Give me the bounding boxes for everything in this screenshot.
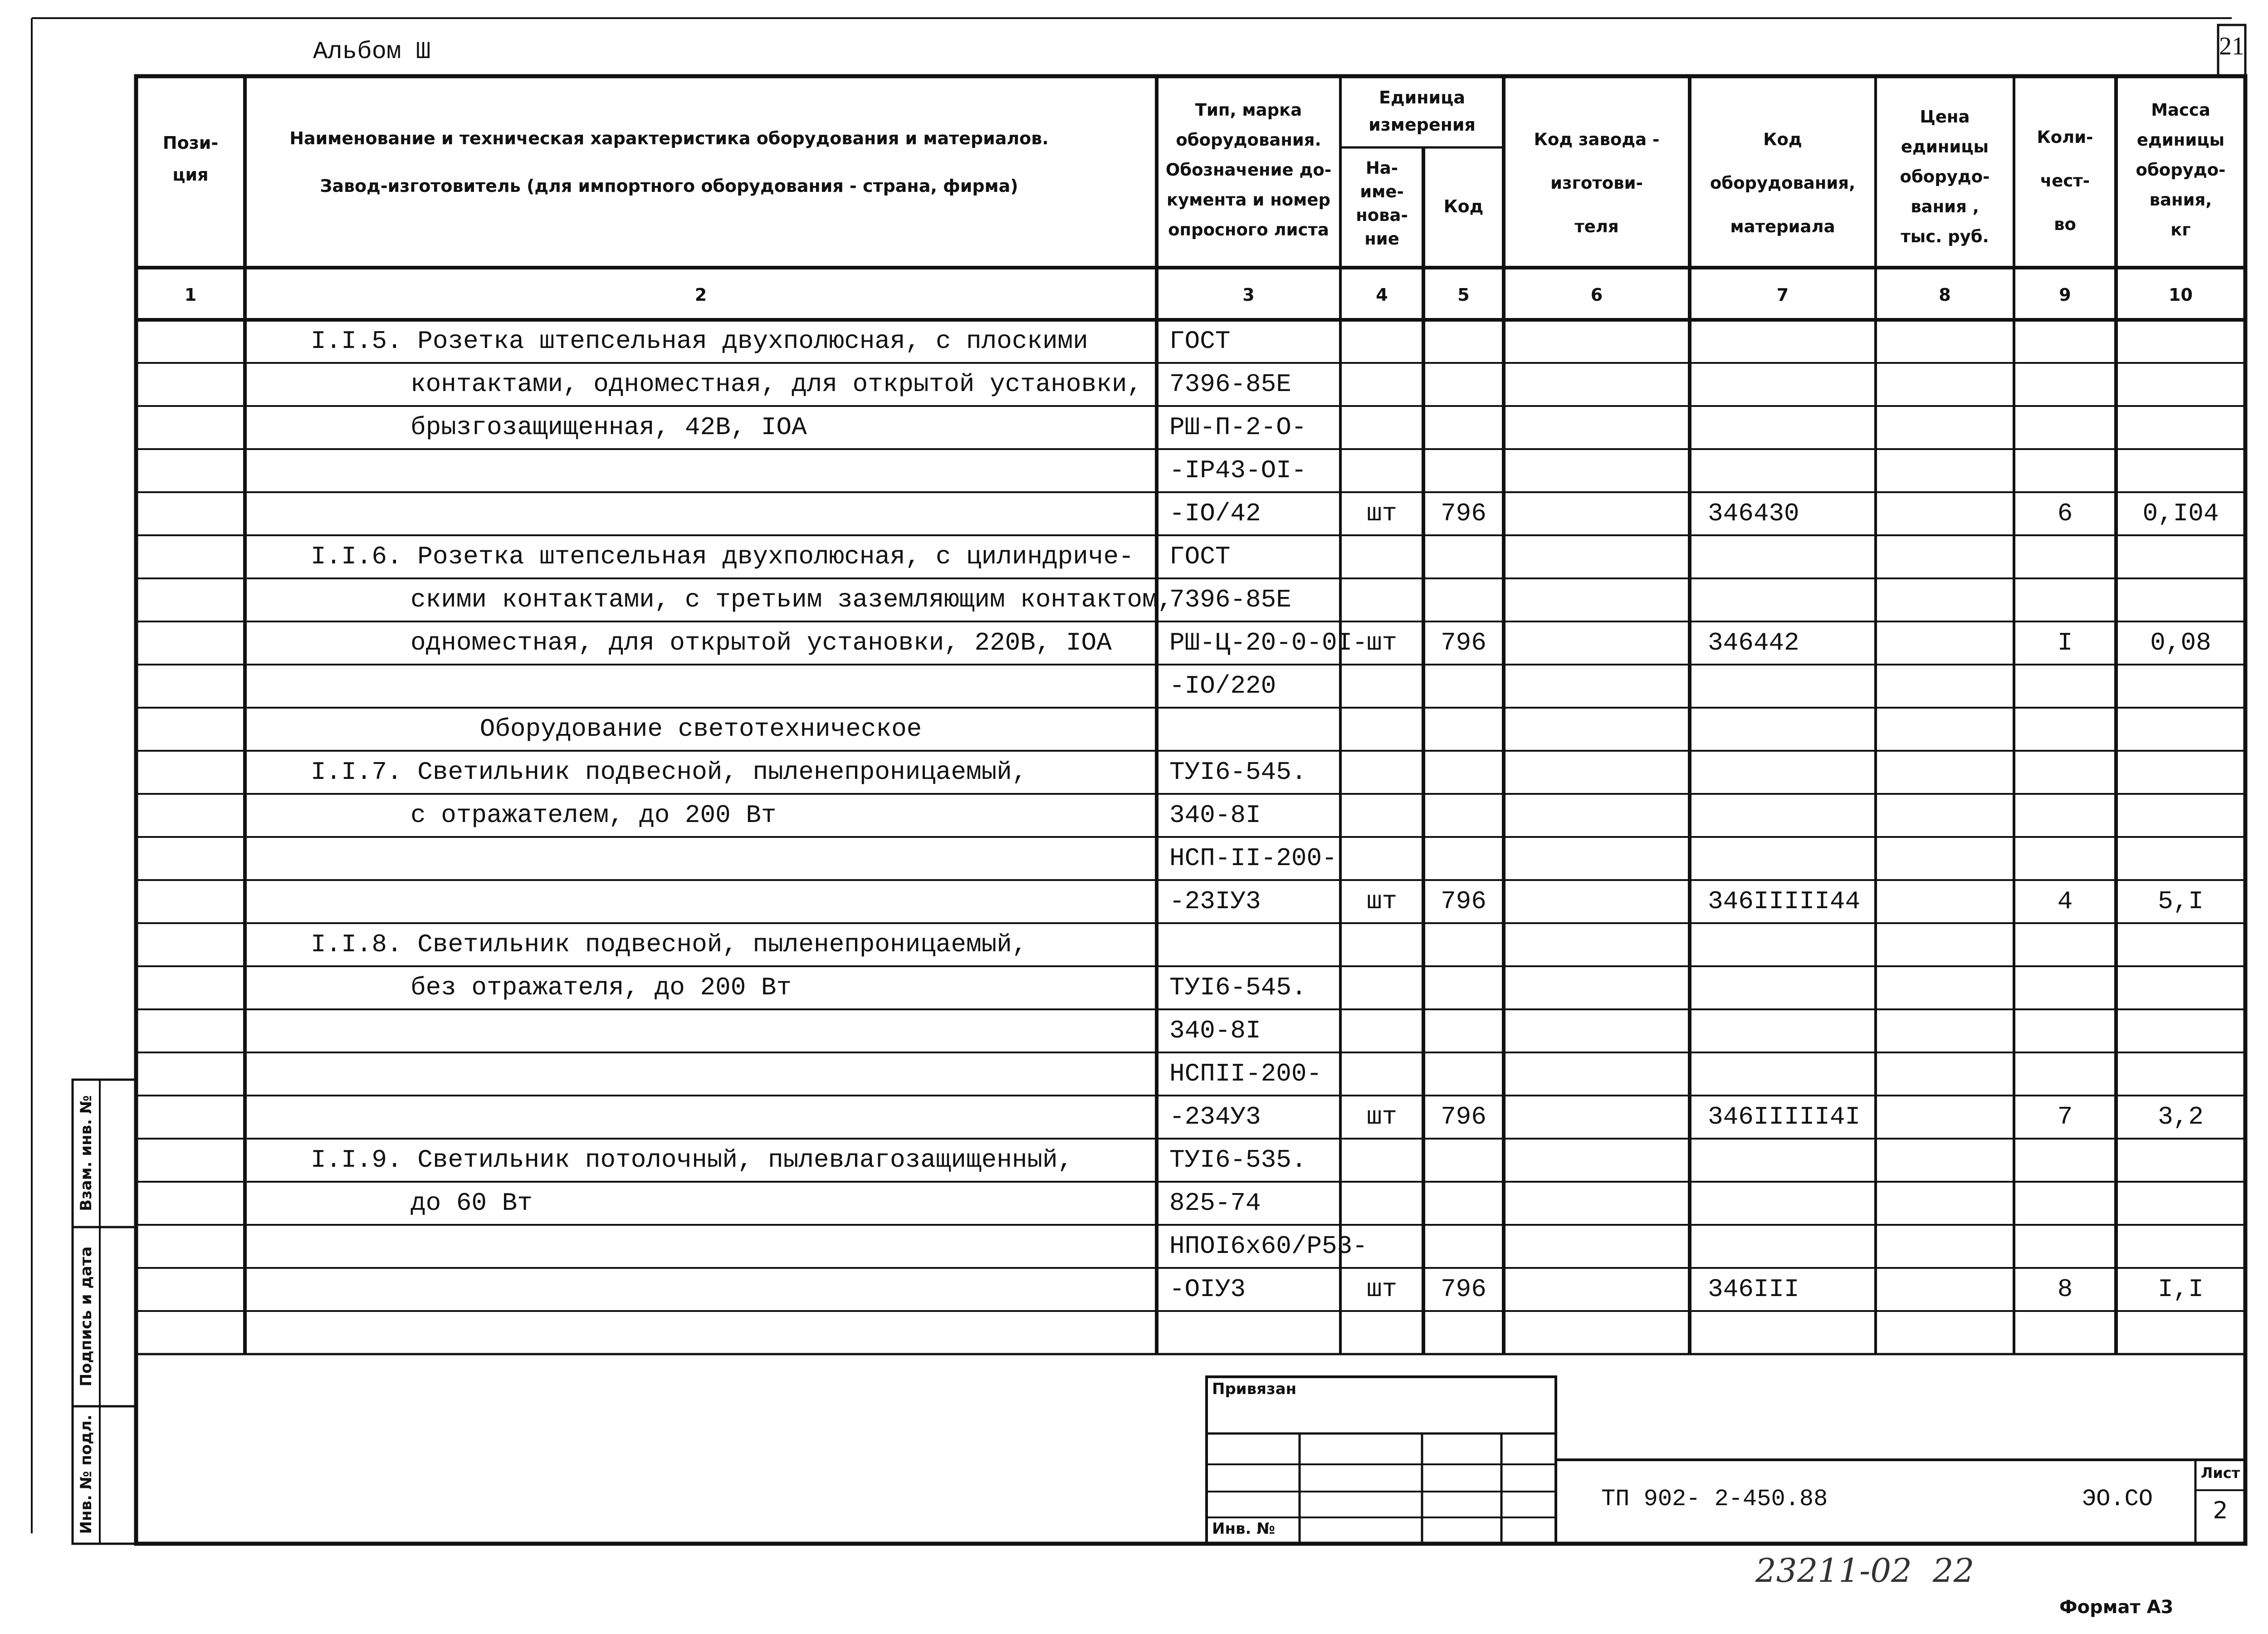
- cell-equip-code: 346442: [1708, 628, 1799, 657]
- header-col5: Код: [1443, 196, 1484, 216]
- cell-name: I.I.8. Светильник подвесной, пыленепроницаемый,: [311, 930, 1027, 959]
- cell-qty: [2014, 966, 2116, 1009]
- cell-unit: [1340, 320, 1423, 363]
- cell-unit-code: 796: [1441, 887, 1486, 916]
- cell-qty: [2014, 406, 2116, 449]
- cell-type: -23IУ3: [1169, 887, 1261, 916]
- cell-factory: [1504, 794, 1690, 837]
- cell-qty: [2014, 751, 2116, 794]
- cell-pos: [136, 406, 245, 449]
- cell-equip-code: [1708, 320, 1876, 363]
- cell-type: [1169, 923, 1340, 966]
- cell-type: -IО/42: [1169, 499, 1261, 528]
- cell-qty: [2014, 1182, 2116, 1225]
- cell-price: [1876, 535, 2014, 578]
- cell-qty: 6: [2057, 499, 2073, 528]
- cell-pos: [136, 320, 245, 363]
- cell-unit: [1340, 578, 1423, 621]
- cell-equip-code: [1708, 966, 1876, 1009]
- cell-price: [1876, 923, 2014, 966]
- cell-equip-code: [1708, 1182, 1876, 1225]
- cell-unit: [1340, 1225, 1423, 1268]
- cell-equip-code: [1708, 1311, 1876, 1354]
- stamp-podpis-data: Подпись и дата: [77, 1246, 95, 1387]
- cell-unit: [1340, 708, 1423, 751]
- cell-equip-code: [1708, 708, 1876, 751]
- cell-mass: [2116, 406, 2245, 449]
- cell-equip-code: [1708, 406, 1876, 449]
- header-col7: Код оборудования, материала: [1710, 130, 1856, 236]
- cell-factory: [1504, 492, 1690, 535]
- cell-unit-code: [1423, 1139, 1504, 1182]
- cell-unit-code: [1423, 320, 1504, 363]
- cell-unit: [1340, 406, 1423, 449]
- cell-price: [1876, 1268, 2014, 1311]
- header-col1: Пози- ция: [162, 133, 219, 185]
- cell-type: [1169, 1311, 1340, 1354]
- cell-type: НСПII-200-: [1169, 1059, 1322, 1088]
- cell-type: -234У3: [1169, 1102, 1261, 1131]
- inv-no-label: Инв. №: [1212, 1520, 1276, 1538]
- cell-qty: [2014, 449, 2116, 492]
- cell-pos: [136, 1225, 245, 1268]
- cell-price: [1876, 449, 2014, 492]
- cell-type: РШ-П-2-О-: [1169, 413, 1307, 442]
- cell-qty: [2014, 923, 2116, 966]
- cell-factory: [1504, 449, 1690, 492]
- cell-name: [411, 449, 1157, 492]
- cell-type: -ОIУ3: [1169, 1275, 1246, 1304]
- format-label: Формат А3: [2059, 1597, 2174, 1618]
- cell-pos: [136, 363, 245, 406]
- cell-price: [1876, 621, 2014, 665]
- col-number-2: 2: [694, 285, 707, 305]
- cell-unit-code: [1423, 923, 1504, 966]
- cell-type: 825-74: [1169, 1189, 1261, 1218]
- cell-equip-code: [1708, 449, 1876, 492]
- cell-qty: [2014, 578, 2116, 621]
- cell-unit: [1340, 1182, 1423, 1225]
- cell-unit: шт: [1366, 887, 1398, 916]
- cell-unit: шт: [1366, 1275, 1398, 1304]
- cell-name: одноместная, для открытой установки, 220В, IОА: [411, 628, 1112, 657]
- cell-factory: [1504, 837, 1690, 880]
- cell-price: [1876, 578, 2014, 621]
- cell-qty: [2014, 1225, 2116, 1268]
- cell-pos: [136, 1096, 245, 1139]
- stamp-vzam-inv: Взам. инв. №: [77, 1095, 95, 1211]
- cell-factory: [1504, 923, 1690, 966]
- cell-price: [1876, 794, 2014, 837]
- cell-equip-code: 346IIIII4I: [1708, 1102, 1861, 1131]
- cell-mass: [2116, 1182, 2245, 1225]
- cell-mass: [2116, 708, 2245, 751]
- cell-mass: [2116, 923, 2245, 966]
- cell-mass: [2116, 837, 2245, 880]
- cell-price: [1876, 665, 2014, 708]
- cell-unit: [1340, 1311, 1423, 1354]
- cell-mass: [2116, 1311, 2245, 1354]
- cell-pos: [136, 492, 245, 535]
- header-col2-line1: Наименование и техническая характеристика оборудования и материалов.: [289, 128, 1049, 148]
- cell-unit-code: 796: [1441, 1102, 1486, 1131]
- cell-price: [1876, 1052, 2014, 1096]
- cell-factory: [1504, 406, 1690, 449]
- cell-name: [411, 665, 1157, 708]
- cell-unit-code: [1423, 1009, 1504, 1052]
- cell-price: [1876, 837, 2014, 880]
- header-col45-group: Единица измерения: [1369, 88, 1476, 135]
- cell-qty: [2014, 1009, 2116, 1052]
- stamp-inv-podl: Инв. № подл.: [77, 1414, 95, 1534]
- cell-name: I.I.6. Розетка штепсельная двухполюсная, с цилиндриче-: [311, 542, 1134, 571]
- cell-type: 7396-85Е: [1169, 370, 1291, 399]
- cell-mass: 0,08: [2150, 628, 2211, 657]
- cell-equip-code: [1708, 1009, 1876, 1052]
- cell-mass: [2116, 751, 2245, 794]
- cell-unit: шт: [1366, 628, 1398, 657]
- cell-equip-code: [1708, 1139, 1876, 1182]
- cell-mass: [2116, 665, 2245, 708]
- cell-mass: [2116, 449, 2245, 492]
- cell-pos: [136, 1311, 245, 1354]
- cell-type: ТУI6-545.: [1169, 973, 1307, 1002]
- cell-unit: [1340, 751, 1423, 794]
- cell-factory: [1504, 665, 1690, 708]
- cell-factory: [1504, 578, 1690, 621]
- cell-name: [411, 837, 1157, 880]
- cell-name: Оборудование светотехническое: [479, 714, 922, 744]
- cell-factory: [1504, 751, 1690, 794]
- cell-unit-code: [1423, 449, 1504, 492]
- cell-price: [1876, 1096, 2014, 1139]
- cell-factory: [1504, 1268, 1690, 1311]
- col-number-8: 8: [1939, 285, 1951, 305]
- cell-name: без отражателя, до 200 Вт: [411, 973, 792, 1002]
- cell-pos: [136, 923, 245, 966]
- cell-mass: 3,2: [2158, 1102, 2204, 1131]
- cell-price: [1876, 406, 2014, 449]
- cell-equip-code: [1708, 751, 1876, 794]
- header-col2-line2: Завод-изготовитель (для импортного оборудования - страна, фирма): [320, 176, 1018, 196]
- cell-mass: [2116, 1139, 2245, 1182]
- cell-price: [1876, 1311, 2014, 1354]
- cell-equip-code: 346IIIII44: [1708, 887, 1861, 916]
- cell-unit-code: [1423, 665, 1504, 708]
- cell-mass: 0,I04: [2142, 499, 2219, 528]
- cell-factory: [1504, 1311, 1690, 1354]
- sheet-number: 2: [2213, 1497, 2228, 1524]
- cell-type: ГОСТ: [1169, 327, 1231, 356]
- cell-factory: [1504, 1009, 1690, 1052]
- cell-equip-code: [1708, 363, 1876, 406]
- cell-factory: [1504, 708, 1690, 751]
- doc-code: ТП 902- 2-450.88: [1601, 1486, 1828, 1512]
- cell-type: -IО/220: [1169, 671, 1276, 700]
- cell-factory: [1504, 1182, 1690, 1225]
- cell-qty: 4: [2057, 887, 2073, 916]
- cell-qty: [2014, 535, 2116, 578]
- cell-name: [411, 492, 1157, 535]
- cell-factory: [1504, 1096, 1690, 1139]
- cell-mass: [2116, 794, 2245, 837]
- cell-mass: [2116, 578, 2245, 621]
- cell-mass: [2116, 535, 2245, 578]
- cell-mass: [2116, 320, 2245, 363]
- cell-unit: [1340, 665, 1423, 708]
- cell-mass: [2116, 1052, 2245, 1096]
- cell-pos: [136, 1009, 245, 1052]
- section-code: ЭО.СО: [2082, 1486, 2153, 1512]
- cell-type: ГОСТ: [1169, 542, 1231, 571]
- cell-price: [1876, 751, 2014, 794]
- cell-price: [1876, 1225, 2014, 1268]
- cell-qty: [2014, 1052, 2116, 1096]
- cell-qty: [2014, 363, 2116, 406]
- cell-type: 7396-85Е: [1169, 585, 1291, 614]
- header-col4: На- име- нова- ние: [1356, 158, 1408, 249]
- privyazan-label: Привязан: [1212, 1380, 1297, 1398]
- cell-unit-code: 796: [1441, 628, 1486, 657]
- col-number-1: 1: [184, 285, 197, 305]
- cell-equip-code: 346430: [1708, 499, 1799, 528]
- cell-type: НПОI6х60/Р53-: [1169, 1232, 1368, 1261]
- cell-unit: [1340, 966, 1423, 1009]
- cell-equip-code: [1708, 535, 1876, 578]
- cell-factory: [1504, 1052, 1690, 1096]
- cell-unit: [1340, 794, 1423, 837]
- cell-pos: [136, 966, 245, 1009]
- cell-name: I.I.9. Светильник потолочный, пылевлагозащищенный,: [311, 1145, 1073, 1174]
- cell-pos: [136, 708, 245, 751]
- header-col9: Коли- чест- во: [2037, 127, 2093, 234]
- cell-name: [411, 1096, 1157, 1139]
- cell-price: [1876, 320, 2014, 363]
- album-label: Альбом Ш: [313, 38, 431, 66]
- cell-qty: [2014, 794, 2116, 837]
- cell-type: 340-8I: [1169, 1016, 1261, 1045]
- cell-price: [1876, 966, 2014, 1009]
- cell-equip-code: [1708, 578, 1876, 621]
- cell-unit: [1340, 1009, 1423, 1052]
- cell-unit: [1340, 535, 1423, 578]
- cell-pos: [136, 751, 245, 794]
- cell-pos: [136, 1268, 245, 1311]
- cell-factory: [1504, 966, 1690, 1009]
- cell-unit-code: [1423, 363, 1504, 406]
- cell-unit: шт: [1366, 1102, 1398, 1131]
- cell-equip-code: 346III: [1708, 1275, 1799, 1304]
- cell-price: [1876, 363, 2014, 406]
- cell-pos: [136, 449, 245, 492]
- cell-qty: [2014, 837, 2116, 880]
- cell-unit-code: [1423, 966, 1504, 1009]
- cell-pos: [136, 665, 245, 708]
- cell-pos: [136, 1182, 245, 1225]
- cell-qty: [2014, 665, 2116, 708]
- cell-mass: [2116, 966, 2245, 1009]
- cell-pos: [136, 880, 245, 923]
- cell-factory: [1504, 363, 1690, 406]
- cell-price: [1876, 1139, 2014, 1182]
- cell-unit-code: [1423, 406, 1504, 449]
- cell-name: I.I.7. Светильник подвесной, пыленепроницаемый,: [311, 758, 1027, 787]
- cell-name: контактами, одноместная, для открытой установки,: [411, 370, 1143, 399]
- cell-price: [1876, 880, 2014, 923]
- cell-name: [411, 880, 1157, 923]
- cell-factory: [1504, 1139, 1690, 1182]
- cell-unit-code: 796: [1441, 499, 1486, 528]
- cell-qty: 8: [2057, 1275, 2073, 1304]
- cell-name: [411, 1268, 1157, 1311]
- cell-type: [1169, 708, 1340, 751]
- cell-unit: шт: [1366, 499, 1398, 528]
- cell-unit: [1340, 1052, 1423, 1096]
- cell-equip-code: [1708, 665, 1876, 708]
- header-col8: Цена единицы оборудо- вания , тыс. руб.: [1900, 107, 1990, 246]
- cell-factory: [1504, 880, 1690, 923]
- col-number-6: 6: [1590, 285, 1603, 305]
- cell-unit-code: [1423, 1182, 1504, 1225]
- cell-price: [1876, 492, 2014, 535]
- cell-mass: 5,I: [2158, 887, 2204, 916]
- cell-unit: [1340, 363, 1423, 406]
- cell-name: [411, 1052, 1157, 1096]
- col-number-3: 3: [1242, 285, 1255, 305]
- cell-unit: [1340, 449, 1423, 492]
- cell-unit-code: [1423, 837, 1504, 880]
- cell-name: с отражателем, до 200 Вт: [411, 801, 777, 830]
- cell-equip-code: [1708, 794, 1876, 837]
- cell-unit-code: [1423, 1052, 1504, 1096]
- cell-qty: [2014, 320, 2116, 363]
- cell-price: [1876, 1182, 2014, 1225]
- cell-type: -IР43-ОI-: [1169, 456, 1307, 485]
- page-corner-number: 21: [2219, 32, 2244, 60]
- cell-price: [1876, 1009, 2014, 1052]
- cell-qty: [2014, 1139, 2116, 1182]
- cell-qty: [2014, 708, 2116, 751]
- cell-name: [411, 1311, 1157, 1354]
- cell-type: ТУI6-545.: [1169, 758, 1307, 787]
- cell-unit-code: [1423, 1225, 1504, 1268]
- cell-type: 340-8I: [1169, 801, 1261, 830]
- cell-unit-code: 796: [1441, 1275, 1486, 1304]
- col-number-5: 5: [1457, 285, 1470, 305]
- cell-unit-code: [1423, 535, 1504, 578]
- cell-unit: [1340, 837, 1423, 880]
- col-number-4: 4: [1376, 285, 1388, 305]
- cell-type: НСП-II-200-: [1169, 844, 1337, 873]
- cell-factory: [1504, 535, 1690, 578]
- cell-name: [411, 1225, 1157, 1268]
- cell-unit: [1340, 923, 1423, 966]
- header-col6: Код завода - изготови- теля: [1534, 130, 1660, 236]
- cell-pos: [136, 794, 245, 837]
- cell-unit-code: [1423, 794, 1504, 837]
- cell-unit-code: [1423, 578, 1504, 621]
- col-number-7: 7: [1776, 285, 1789, 305]
- header-col10: Масса единицы оборудо- вания, кг: [2136, 100, 2226, 240]
- cell-name: брызгозащищенная, 42В, IОА: [411, 413, 807, 442]
- cell-factory: [1504, 320, 1690, 363]
- cell-pos: [136, 837, 245, 880]
- cell-pos: [136, 621, 245, 665]
- cell-mass: I,I: [2158, 1275, 2204, 1304]
- cell-qty: I: [2057, 628, 2073, 657]
- cell-mass: [2116, 1225, 2245, 1268]
- cell-name: скими контактами, с третьим заземляющим контактом,: [411, 585, 1173, 614]
- cell-unit-code: [1423, 751, 1504, 794]
- cell-unit-code: [1423, 1311, 1504, 1354]
- cell-equip-code: [1708, 837, 1876, 880]
- cell-unit: [1340, 1139, 1423, 1182]
- cell-unit-code: [1423, 708, 1504, 751]
- col-number-9: 9: [2059, 285, 2071, 305]
- cell-pos: [136, 1139, 245, 1182]
- cell-type: РШ-Ц-20-0-0I-: [1169, 628, 1368, 657]
- cell-name: до 60 Вт: [411, 1189, 533, 1218]
- cell-factory: [1504, 1225, 1690, 1268]
- cell-name: I.I.5. Розетка штепсельная двухполюсная, с плоскими: [311, 327, 1088, 356]
- cell-type: ТУI6-535.: [1169, 1145, 1307, 1174]
- handwritten-reference: 23211-02 22: [1755, 1551, 1975, 1590]
- header-col3: Тип, марка оборудования. Обозначение до- кумента и номер опросного листа: [1165, 100, 1332, 240]
- col-number-10: 10: [2169, 285, 2193, 305]
- cell-equip-code: [1708, 1225, 1876, 1268]
- sheet-label: Лист: [2200, 1464, 2240, 1482]
- cell-price: [1876, 708, 2014, 751]
- cell-name: [411, 1009, 1157, 1052]
- cell-pos: [136, 535, 245, 578]
- cell-mass: [2116, 1009, 2245, 1052]
- cell-equip-code: [1708, 923, 1876, 966]
- cell-factory: [1504, 621, 1690, 665]
- cell-pos: [136, 578, 245, 621]
- cell-equip-code: [1708, 1052, 1876, 1096]
- cell-qty: 7: [2057, 1102, 2073, 1131]
- cell-mass: [2116, 363, 2245, 406]
- cell-pos: [136, 1052, 245, 1096]
- cell-qty: [2014, 1311, 2116, 1354]
